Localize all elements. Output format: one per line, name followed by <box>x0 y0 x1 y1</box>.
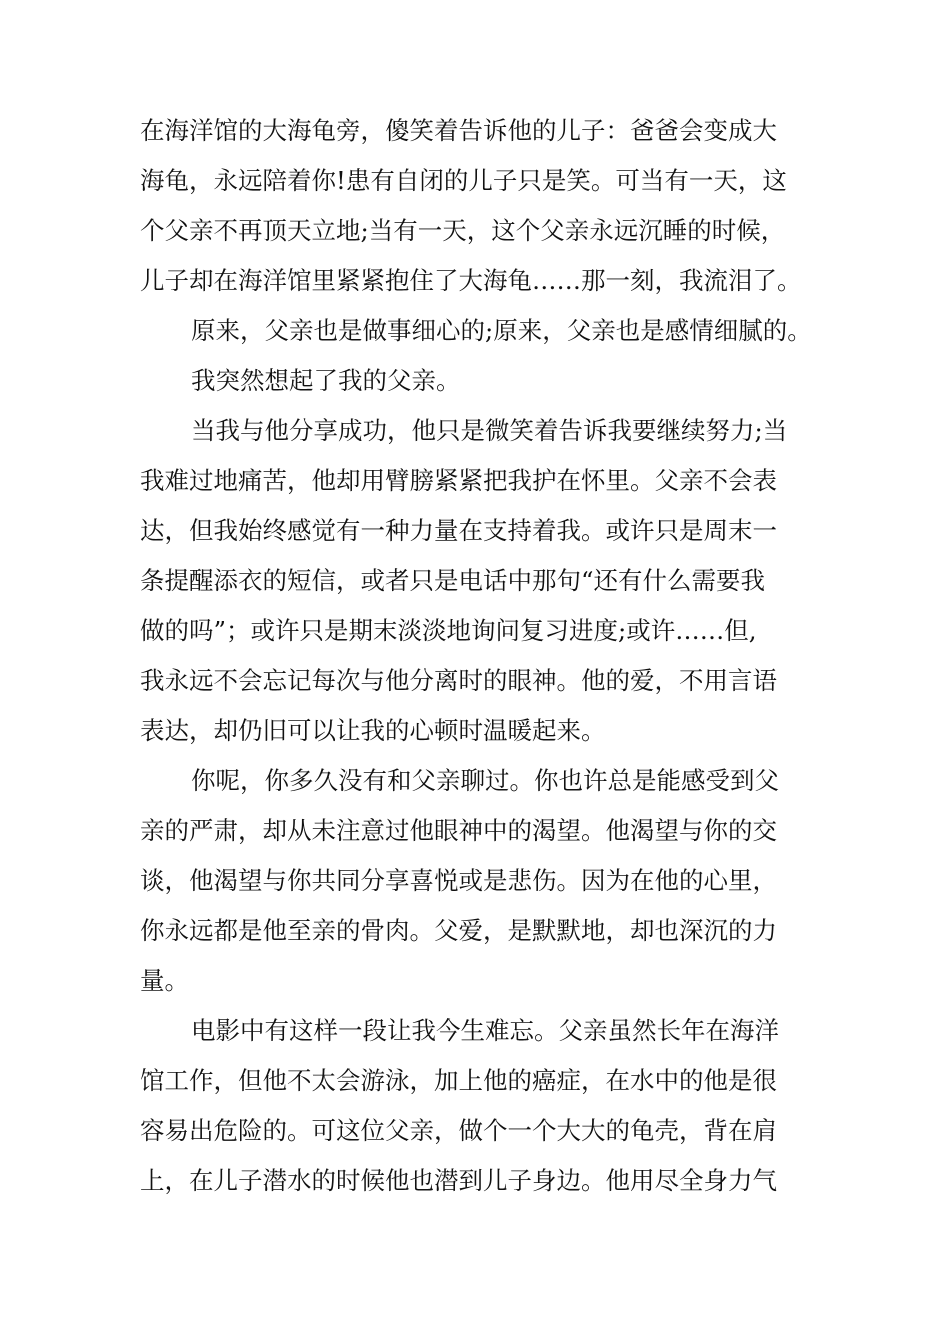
paragraph-4-line-3: 达，但我始终感觉有一种力量在支持着我。或许只是周末一 <box>140 516 777 545</box>
paragraph-6-line-4: 上，在儿子潜水的时候他也潜到儿子身边。他用尽全身力气 <box>140 1166 777 1195</box>
paragraph-3-line-1: 我突然想起了我的父亲。 <box>191 366 461 395</box>
paragraph-4-line-6: 我永远不会忘记每次与他分离时的眼神。他的爱，不用言语 <box>140 666 777 695</box>
paragraph-6-line-1: 电影中有这样一段让我今生难忘。父亲虽然长年在海洋 <box>191 1016 779 1045</box>
paragraph-6-line-3: 容易出危险的。可这位父亲，做个一个大大的龟壳，背在肩 <box>140 1116 777 1145</box>
paragraph-1-line-4: 儿子却在海洋馆里紧紧抱住了大海龟……那一刻，我流泪了。 <box>140 266 802 295</box>
paragraph-4-line-2: 我难过地痛苦，他却用臂膀紧紧把我护在怀里。父亲不会表 <box>140 466 777 495</box>
paragraph-5-line-3: 谈，他渴望与你共同分享喜悦或是悲伤。因为在他的心里， <box>140 866 777 895</box>
paragraph-4-line-1: 当我与他分享成功，他只是微笑着告诉我要继续努力;当 <box>191 416 788 445</box>
paragraph-1-line-3: 个父亲不再顶天立地;当有一天，这个父亲永远沉睡的时候， <box>140 216 786 245</box>
paragraph-5-line-2: 亲的严肃，却从未注意过他眼神中的渴望。他渴望与你的交 <box>140 816 777 845</box>
paragraph-5-line-5: 量。 <box>140 966 189 995</box>
paragraph-4-line-4: 条提醒添衣的短信，或者只是电话中那句“还有什么需要我 <box>140 566 766 595</box>
paragraph-1-line-1: 在海洋馆的大海龟旁，傻笑着告诉他的儿子：爸爸会变成大 <box>140 116 777 145</box>
paragraph-1-line-2: 海龟，永远陪着你!患有自闭的儿子只是笑。可当有一天，这 <box>140 166 787 195</box>
paragraph-5-line-4: 你永远都是他至亲的骨肉。父爱，是默默地，却也深沉的力 <box>140 916 777 945</box>
paragraph-4-line-7: 表达，却仍旧可以让我的心顿时温暖起来。 <box>140 716 606 745</box>
paragraph-5-line-1: 你呢，你多久没有和父亲聊过。你也许总是能感受到父 <box>191 766 779 795</box>
paragraph-2-line-1: 原来，父亲也是做事细心的;原来，父亲也是感情细腻的。 <box>191 316 812 345</box>
paragraph-4-line-5: 做的吗”；或许只是期末淡淡地询问复习进度;或许……但, <box>140 616 757 645</box>
paragraph-6-line-2: 馆工作，但他不太会游泳，加上他的癌症，在水中的他是很 <box>140 1066 777 1095</box>
